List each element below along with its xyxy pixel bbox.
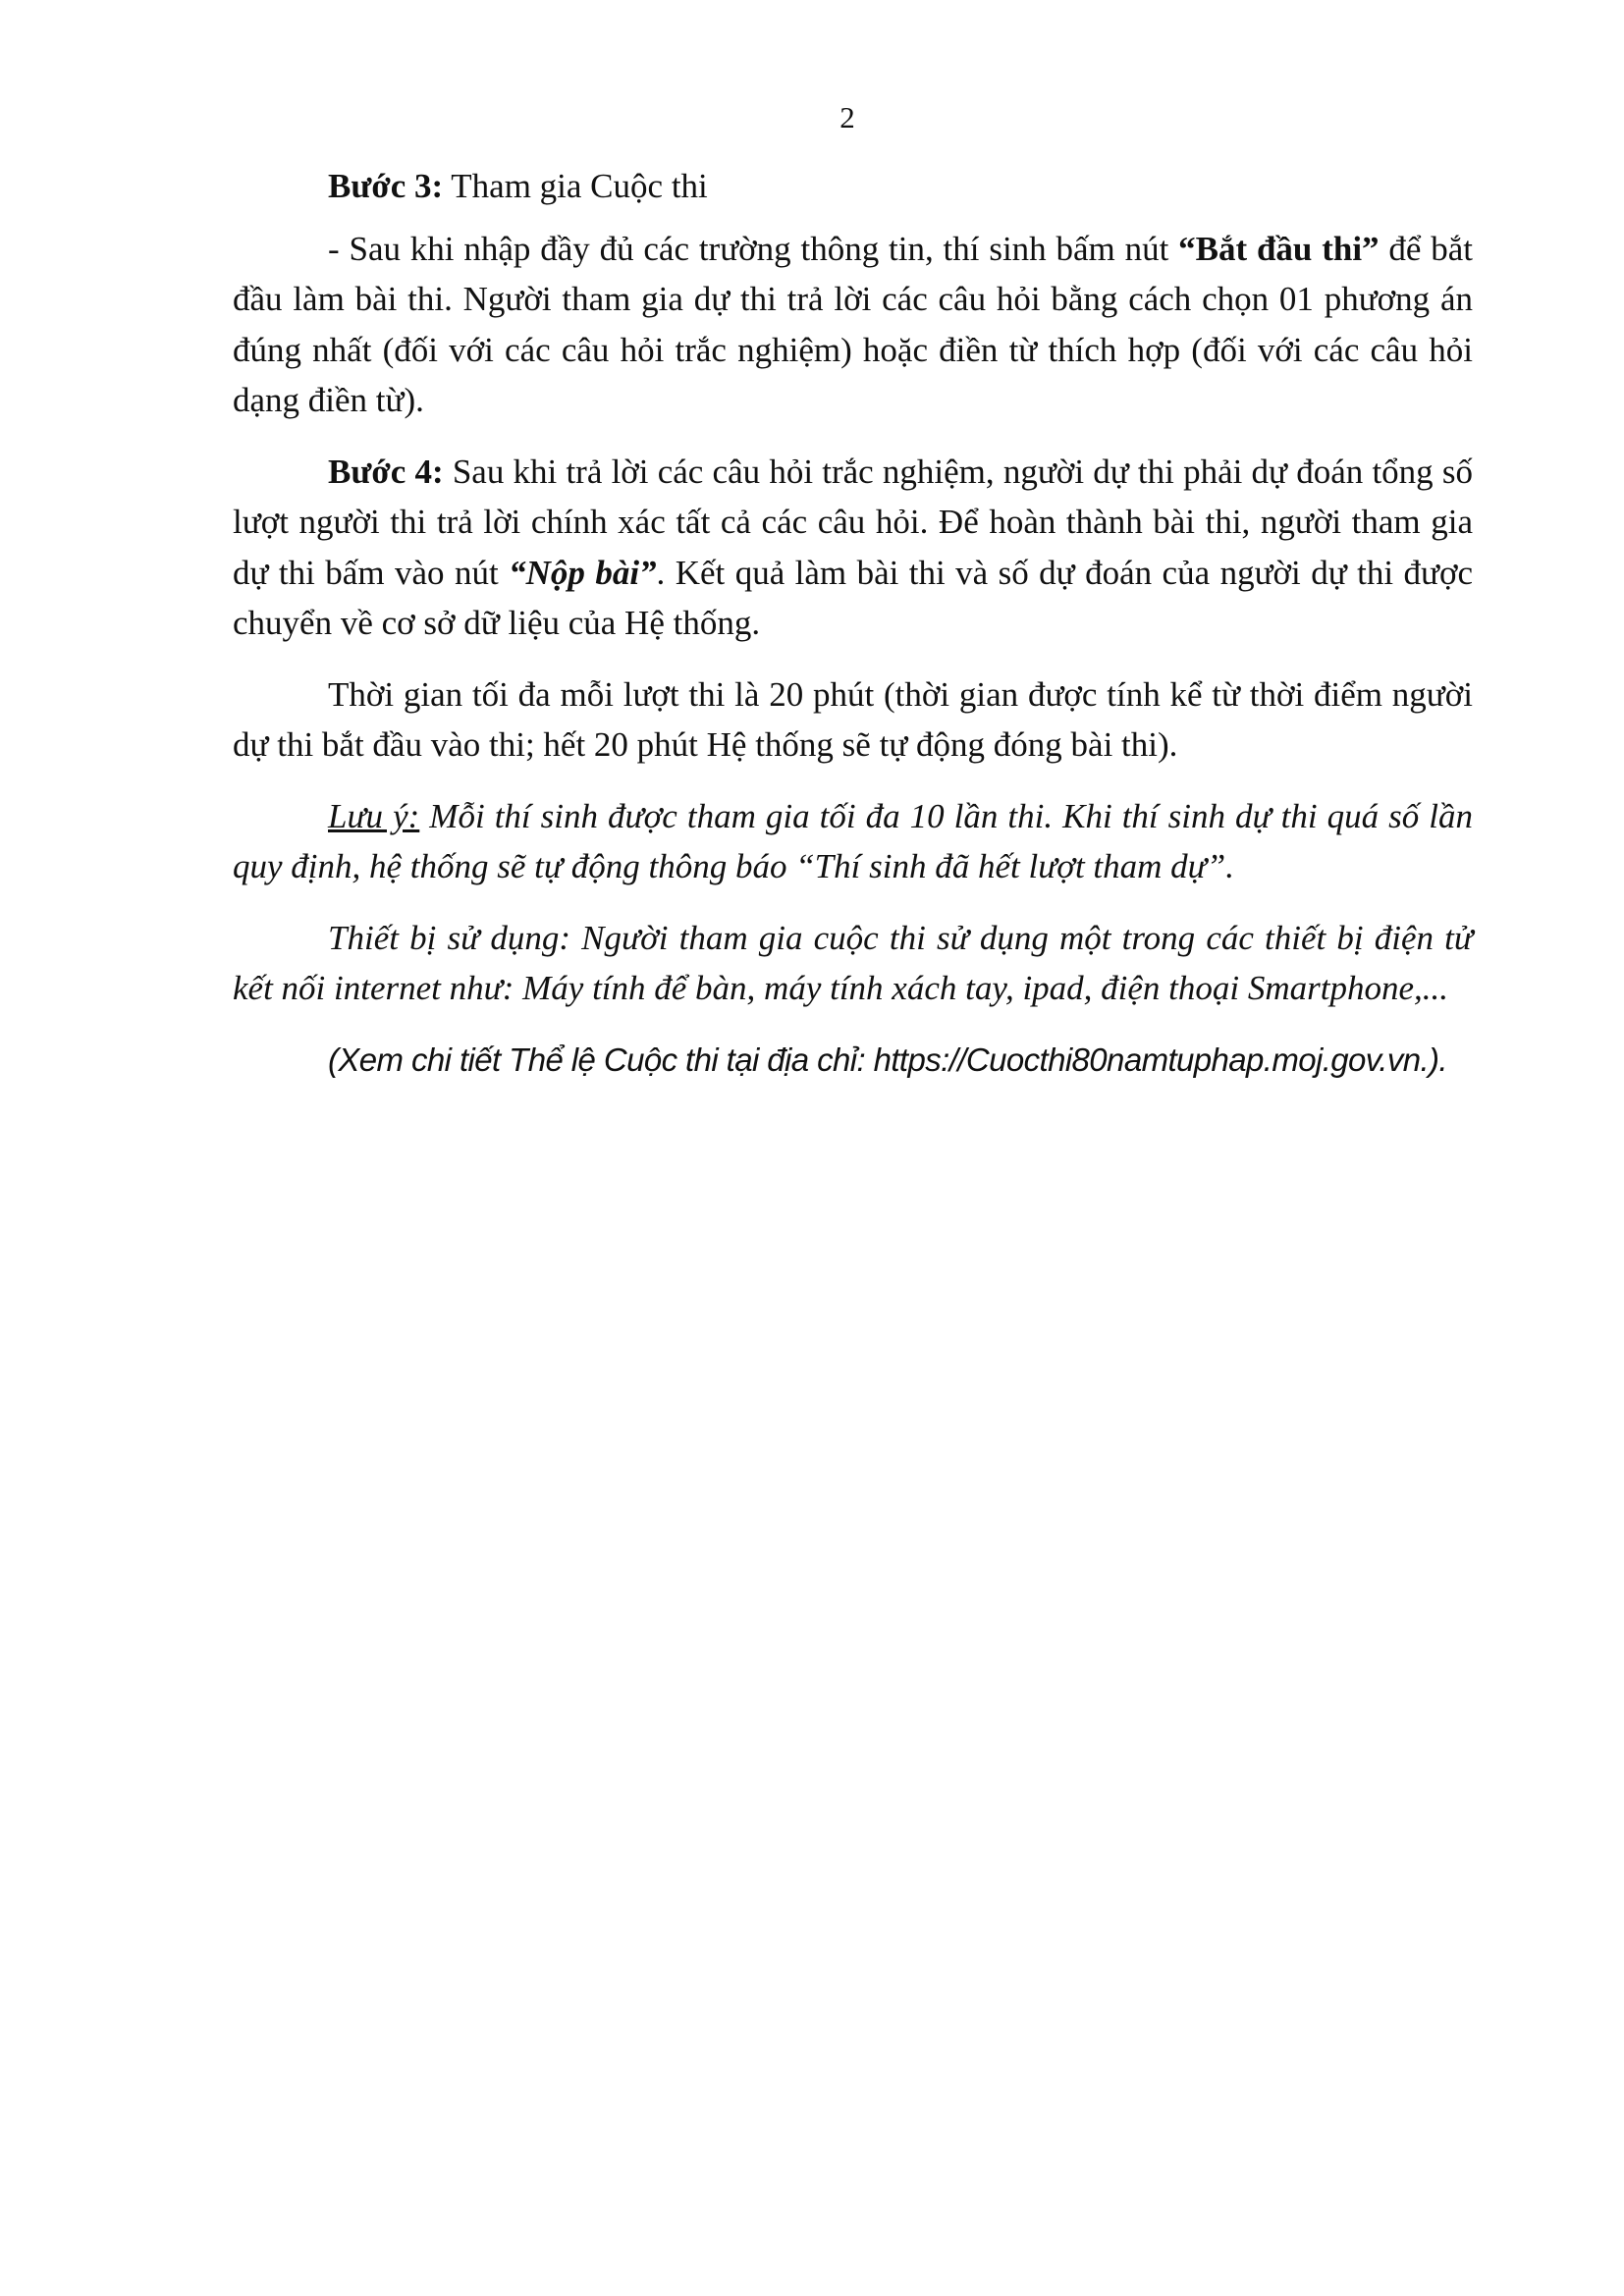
step4-label: Bước 4: <box>328 452 444 491</box>
step4-text-2: . Kết quả làm bài thi và số dự đoán của người dự thi được chuyển về cơ sở dữ liệu của Hệ thống. <box>233 553 1473 642</box>
note-text: Mỗi thí sinh được tham gia tối đa 10 lần thi. Khi thí sinh dự thi quá số lần quy định, hệ thống sẽ tự động thông báo “Thí sinh đã hết lượt tham dự”. <box>233 796 1473 885</box>
step3-label: Bước 3: <box>328 167 444 205</box>
devices-paragraph: Thiết bị sử dụng: Người tham gia cuộc thi sử dụng một trong các thiết bị điện tử kết nối internet như: Máy tính để bàn, máy tính xách tay, ipad, điện thoại Smartphone,... <box>233 918 1473 1007</box>
step3-text-2: để bắt đầu làm bài thi. Người tham gia dự thi trả lời các câu hỏi bằng cách chọn 01 phương án đúng nhất (đối với các câu hỏi trắc nghiệm) hoặc điền từ thích hợp (đối với các câu hỏi dạng điền từ). <box>233 229 1474 419</box>
step3-text-1: - Sau khi nhập đầy đủ các trường thông tin, thí sinh bấm nút <box>328 229 1179 268</box>
note-paragraph <box>233 791 1473 892</box>
note-label: Lưu ý: <box>328 796 420 835</box>
step3-heading <box>233 161 1473 212</box>
step3-title: Tham gia Cuộc thi <box>443 167 708 205</box>
time-limit-paragraph: Thời gian tối đa mỗi lượt thi là 20 phút (thời gian được tính kể từ thời điểm người dự thi bắt đầu vào thi; hết 20 phút Hệ thống sẽ tự động đóng bài thi). <box>233 674 1473 764</box>
step4-text-1: Sau khi trả lời các câu hỏi trắc nghiệm, người dự thi phải dự đoán tổng số lượt người thi trả lời chính xác tất cả các câu hỏi. Để hoàn thành bài thi, người tham gia dự thi bấm vào nút <box>233 452 1473 592</box>
submit-button-text: “Nộp bài” <box>509 553 657 592</box>
start-exam-button-text: “Bắt đầu thi” <box>1178 229 1380 268</box>
step3-paragraph <box>233 224 1473 426</box>
reference-line: (Xem chi tiết Thể lệ Cuộc thi tại địa chỉ: https://Cuocthi80namtuphap.moj.gov.vn.). <box>328 1041 1448 1078</box>
page-number: 2 <box>839 100 855 134</box>
step4-paragraph <box>233 447 1473 649</box>
page-content <box>233 161 1473 1085</box>
